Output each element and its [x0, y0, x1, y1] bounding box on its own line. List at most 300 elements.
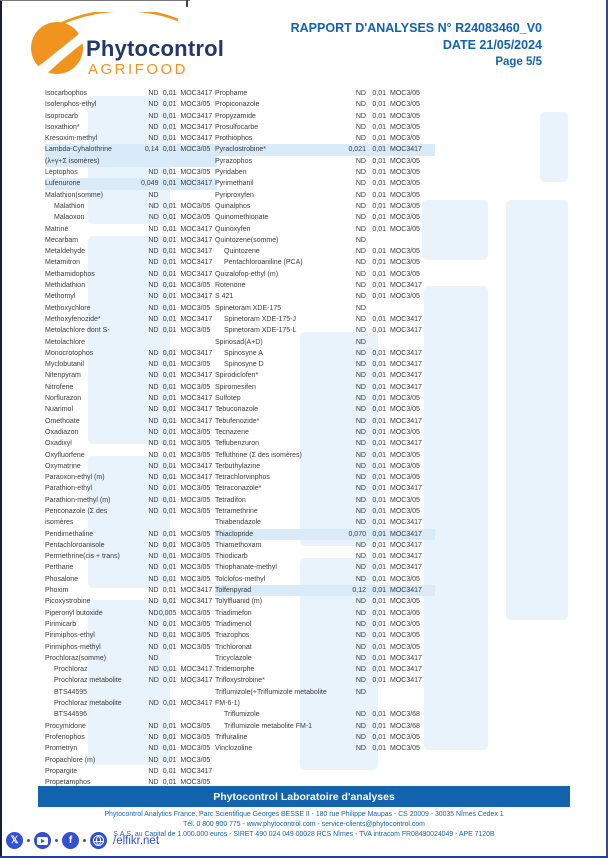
- result-value: ND: [355, 395, 366, 403]
- result-value: ND: [355, 202, 366, 210]
- method-code: MOC3417: [180, 259, 213, 267]
- lq-value: 0,01: [372, 270, 386, 278]
- result-value: ND: [355, 361, 366, 369]
- substance-name: Spirodiclofen*: [215, 372, 259, 380]
- substance-name: Methoxyfenozide*: [45, 315, 101, 323]
- method-code: MOC3417: [390, 417, 422, 425]
- table-row: [45, 133, 217, 144]
- lq-value: 0,01: [372, 745, 386, 753]
- substance-name: Prochloraz metabolite BTS44596: [54, 700, 122, 719]
- table-row: [215, 212, 435, 223]
- result-value: ND: [355, 541, 366, 549]
- lq-value: 0,01: [162, 372, 177, 380]
- watermark-shape: [540, 112, 568, 182]
- table-row: [215, 427, 435, 438]
- method-code: MOC3/05: [390, 248, 420, 256]
- table-row: [45, 370, 217, 381]
- lq-value: 0,01: [162, 620, 177, 628]
- method-code: MOC3417: [180, 293, 213, 301]
- method-code: MOC3/05: [390, 507, 420, 515]
- facebook-icon[interactable]: f: [62, 832, 79, 849]
- lq-value: 0,01: [162, 304, 177, 312]
- result-value: ND: [148, 315, 159, 323]
- lq-value: 0,01: [372, 293, 386, 301]
- table-row: [45, 664, 217, 675]
- table-row: [45, 450, 217, 461]
- result-value: ND: [148, 112, 159, 120]
- table-row: [215, 574, 435, 585]
- lq-value: 0,01: [372, 123, 386, 131]
- lq-value: 0,01: [372, 180, 386, 188]
- table-row: [215, 653, 435, 664]
- table-row: [45, 483, 217, 494]
- result-value: ND: [355, 722, 366, 730]
- table-row: [45, 382, 217, 393]
- result-value: ND: [148, 417, 159, 425]
- result-value: ND: [355, 123, 366, 131]
- method-code: MOC3/05: [390, 745, 420, 753]
- result-value: ND: [148, 700, 159, 708]
- substance-name: Isofenphos-ethyl: [45, 101, 97, 109]
- youtube-icon[interactable]: [34, 832, 51, 849]
- table-row: [45, 427, 217, 438]
- table-row: [45, 472, 217, 483]
- substance-name: Isoxathion*: [45, 123, 80, 131]
- lq-value: 0,01: [372, 417, 386, 425]
- substance-name: Oxadixyl: [45, 440, 72, 448]
- result-value: ND: [148, 214, 159, 222]
- result-value: ND: [355, 496, 366, 504]
- substance-name: Spinosyne A: [224, 349, 263, 357]
- substance-name: Quintozene: [224, 248, 260, 256]
- substance-name: Malaoxon: [54, 214, 85, 222]
- substance-name: Vinclozoline: [215, 745, 253, 753]
- result-value: ND: [355, 112, 366, 120]
- result-value: ND: [148, 756, 159, 764]
- method-code: MOC3417: [180, 700, 213, 708]
- lq-value: 0,01: [162, 202, 177, 210]
- lq-value: 0,01: [372, 553, 386, 561]
- substance-name: Pirimiphos-methyl: [45, 643, 101, 651]
- watermark-shape: [506, 200, 568, 620]
- lq-value: 0,01: [162, 756, 177, 764]
- substance-name: S 421: [215, 293, 234, 301]
- table-row: [215, 721, 435, 732]
- lq-value: 0,01: [372, 428, 386, 436]
- method-code: MOC3417: [390, 519, 422, 527]
- result-value: ND: [148, 745, 159, 753]
- substance-name: Pirimicarb: [45, 620, 77, 628]
- table-row: [45, 201, 217, 212]
- substance-name: Trifloxystrobine*: [215, 677, 265, 685]
- method-code: MOC3/05: [390, 575, 420, 583]
- result-value: ND: [355, 507, 366, 515]
- results-column-left: [45, 88, 217, 788]
- substance-name: Quintozene(somme): [215, 236, 279, 244]
- table-row: [215, 709, 435, 720]
- result-value: ND: [355, 282, 366, 290]
- result-value: ND: [355, 620, 366, 628]
- table-row: [45, 438, 217, 449]
- lq-value: 0,01: [372, 157, 386, 165]
- lq-value: 0,01: [162, 270, 177, 278]
- result-value: ND: [148, 496, 159, 504]
- substance-name: Quinomethionate: [215, 214, 269, 222]
- result-value: ND: [148, 507, 159, 515]
- result-value: ND: [148, 643, 159, 651]
- result-value: ND: [355, 745, 366, 753]
- lq-value: 0,01: [162, 507, 177, 515]
- table-row: [45, 280, 217, 291]
- method-code: MOC3/05: [390, 293, 420, 301]
- table-row: [45, 190, 217, 201]
- method-code: MOC3/05: [180, 146, 211, 154]
- lq-value: 0,01: [372, 507, 386, 515]
- lq-value: 0,01: [162, 451, 177, 459]
- result-value: ND: [148, 553, 159, 561]
- lq-value: 0,01: [372, 372, 386, 380]
- lq-value: 0,01: [372, 598, 386, 606]
- table-row: [45, 144, 217, 167]
- method-code: MOC3/68: [390, 722, 420, 730]
- lq-value: 0,01: [162, 406, 177, 414]
- lq-value: 0,01: [372, 248, 386, 256]
- table-row: [215, 246, 435, 257]
- lq-value: 0,01: [162, 293, 177, 301]
- method-code: MOC3417: [180, 90, 213, 97]
- table-row: [215, 348, 435, 359]
- report-date: DATE 21/05/2024: [442, 38, 542, 52]
- substance-name: Spinosyne D: [224, 361, 264, 369]
- result-value: ND: [355, 666, 366, 674]
- substance-name: Isoprocarb: [45, 112, 79, 120]
- result-value: ND: [148, 135, 159, 143]
- result-value: ND: [355, 688, 366, 696]
- result-value: ND: [355, 304, 366, 312]
- substance-name: Quinalphos: [215, 202, 251, 210]
- substance-name: Pirimiphos-ethyl: [45, 632, 95, 640]
- result-value: 0,14: [144, 146, 159, 154]
- substance-name: Tetradifon: [215, 496, 246, 504]
- footer-contact-line: Tél. 0 800 900 775 - www.phytocontrol.com - service-clients@phytocontrol.com: [183, 820, 425, 828]
- lq-value: 0,01: [162, 779, 177, 787]
- result-value: ND: [355, 462, 366, 470]
- substance-name: Triazophos: [215, 632, 250, 640]
- substance-name: Monocrotophos: [45, 349, 94, 357]
- substance-name: Triadimefon: [215, 609, 252, 617]
- substance-name: Prophame: [215, 90, 248, 97]
- lq-value: 0,01: [162, 733, 177, 741]
- method-code: MOC3/05: [180, 101, 211, 109]
- x-icon[interactable]: 𝕏: [6, 832, 23, 849]
- substance-name: Leptophos: [45, 169, 78, 177]
- substance-name: Methamidophos: [45, 270, 95, 278]
- report-title: RAPPORT D'ANALYSES N° R24083460_V0: [290, 21, 542, 35]
- substance-name: Methidathion: [45, 282, 86, 290]
- substance-name: Thiabendazole: [215, 519, 261, 527]
- result-value: ND: [355, 643, 366, 651]
- footer-legal-line: S.A.S. au Capital de 1.000.000 euros - SIRET 490 024 049 00028 RCS Nîmes - TVA intracom FR08490024049 - APE 7120B: [113, 830, 495, 838]
- table-row: [215, 675, 435, 686]
- table-row: [45, 585, 217, 596]
- method-code: MOC3/05: [390, 214, 420, 222]
- result-value: ND: [148, 609, 159, 617]
- social-handle[interactable]: /elfikr.net: [113, 834, 160, 847]
- substance-name: Pentachloroaniline (PCA): [224, 259, 303, 267]
- lq-value: 0,01: [162, 474, 177, 482]
- result-value: ND: [355, 406, 366, 414]
- table-row: [45, 235, 217, 246]
- substance-name: Pyriproxyfen: [215, 191, 254, 199]
- substance-name: Propargite: [45, 767, 78, 775]
- table-row: [215, 370, 435, 381]
- table-row: [215, 382, 435, 393]
- result-value: ND: [148, 236, 159, 244]
- table-row: [215, 495, 435, 506]
- table-row: [215, 630, 435, 641]
- lq-value: 0,01: [372, 711, 386, 719]
- table-row: [215, 642, 435, 653]
- method-code: MOC3417: [180, 270, 213, 278]
- result-value: ND: [355, 180, 366, 188]
- table-row: [45, 675, 217, 698]
- table-row: [215, 619, 435, 630]
- table-row: [215, 450, 435, 461]
- substance-name: Teflubenzuron: [215, 440, 259, 448]
- lq-value: 0,01: [162, 700, 177, 708]
- table-row: [45, 303, 217, 314]
- lq-value: 0,01: [162, 180, 177, 188]
- table-row: [45, 698, 217, 721]
- method-code: MOC3417: [180, 587, 213, 595]
- lq-value: 0,01: [162, 564, 177, 572]
- result-value: ND: [355, 733, 366, 741]
- result-value: ND: [148, 123, 159, 131]
- substance-name: Parathion-methyl (m): [45, 496, 111, 504]
- method-code: MOC3/05: [180, 643, 211, 651]
- substance-name: Parathion-ethyl: [45, 485, 93, 493]
- substance-name: Tefluthrine (Σ des isomères): [215, 451, 302, 459]
- table-row: [45, 608, 217, 619]
- lq-value: 0,01: [162, 677, 177, 685]
- lq-value: 0,01: [162, 112, 177, 120]
- method-code: MOC3417: [390, 383, 422, 391]
- substance-name: Phosalone: [45, 575, 79, 583]
- lq-value: 0,01: [162, 587, 177, 595]
- result-value: ND: [355, 654, 366, 662]
- results-column-right: [215, 88, 435, 755]
- substance-name: Isocarbophos: [45, 90, 88, 97]
- substance-name: Profenophos: [45, 733, 85, 741]
- result-value: ND: [148, 440, 159, 448]
- method-code: MOC3/05: [180, 609, 211, 617]
- table-row: [215, 269, 435, 280]
- substance-name: Tetrachlorvinphos: [215, 474, 270, 482]
- result-value: ND: [148, 485, 159, 493]
- substance-name: Prothiophos: [215, 135, 253, 143]
- lq-value: 0,01: [372, 282, 386, 290]
- result-value: ND: [148, 406, 159, 414]
- substance-name: Phoxim: [45, 587, 69, 595]
- method-code: MOC3/05: [390, 406, 420, 414]
- substance-name: Spiromesifen: [215, 383, 256, 391]
- result-value: ND: [355, 575, 366, 583]
- lq-value: 0,01: [372, 395, 386, 403]
- substance-name: Metolachlore dont S-Metolachlore: [45, 327, 110, 346]
- brand-name: Phytocontrol: [86, 36, 225, 61]
- lq-value: 0,01: [372, 722, 386, 730]
- result-value: ND: [355, 485, 366, 493]
- lq-value: 0,01: [372, 90, 386, 97]
- method-code: MOC3/05: [390, 643, 420, 651]
- lq-value: 0,01: [372, 169, 386, 177]
- lq-value: 0,01: [372, 519, 386, 527]
- result-value: 0,021: [348, 146, 366, 154]
- method-code: MOC3417: [390, 315, 422, 323]
- social-bar: [6, 832, 159, 849]
- result-value: ND: [355, 440, 366, 448]
- method-code: MOC3/05: [180, 564, 211, 572]
- footer-address-line: Phytocontrol Analytics France, Parc Scientifique Georges BESSE II - 180 rue Philippe Maupas - CS 20009 - 30035 Nîmes Cedex 1: [104, 811, 504, 818]
- result-value: ND: [148, 282, 159, 290]
- lq-value: 0,01: [372, 259, 386, 267]
- lq-value: 0,01: [162, 530, 177, 538]
- result-value: ND: [148, 225, 159, 233]
- table-row: [215, 540, 435, 551]
- result-value: ND: [148, 779, 159, 787]
- substance-name: Thiaclopride: [215, 530, 254, 538]
- result-value: ND: [148, 259, 159, 267]
- substance-name: Trichloronat: [215, 643, 252, 651]
- substance-name: Terbuthylazine: [215, 462, 261, 470]
- method-code: MOC3/05: [180, 202, 211, 210]
- globe-icon[interactable]: [90, 832, 107, 849]
- table-row: [215, 506, 435, 517]
- substance-name: Lambda-Cyhalothrine (λ+γ+Σ isomères): [45, 146, 112, 165]
- lq-value: 0,01: [372, 406, 386, 414]
- method-code: MOC3417: [180, 180, 213, 188]
- result-value: ND: [148, 101, 159, 109]
- substance-name: Sulfotep: [215, 395, 241, 403]
- result-value: ND: [355, 372, 366, 380]
- result-value: ND: [355, 677, 366, 685]
- lq-value: 0,01: [162, 485, 177, 493]
- result-value: ND: [355, 90, 366, 97]
- dot-separator: [27, 839, 30, 842]
- table-row: [45, 88, 217, 99]
- method-code: MOC3417: [180, 474, 213, 482]
- table-row: [45, 416, 217, 427]
- result-value: 0,12: [352, 587, 366, 595]
- method-code: MOC3/05: [390, 135, 420, 143]
- table-row: [45, 224, 217, 235]
- lq-value: 0,01: [162, 327, 177, 335]
- substance-name: Nitenpyram: [45, 372, 81, 380]
- lq-value: 0,01: [372, 225, 386, 233]
- substance-name: Quizalofop-ethyl (m): [215, 270, 279, 278]
- table-row: [215, 99, 435, 110]
- result-value: ND: [148, 575, 159, 583]
- table-row: [215, 337, 435, 348]
- result-value: ND: [148, 451, 159, 459]
- result-value: ND: [148, 349, 159, 357]
- method-code: MOC3417: [390, 361, 422, 369]
- substance-name: Prometryn: [45, 745, 78, 753]
- substance-name: Kresoxim-methyl: [45, 135, 98, 143]
- result-value: ND: [355, 598, 366, 606]
- method-code: MOC3/05: [390, 270, 420, 278]
- method-code: MOC3/05: [180, 745, 211, 753]
- substance-name: Quinoxyfen: [215, 225, 251, 233]
- table-row: [215, 743, 435, 754]
- method-code: MOC3417: [390, 282, 422, 290]
- lq-value: 0,01: [162, 361, 177, 369]
- method-code: MOC3417: [390, 349, 422, 357]
- table-row: [45, 642, 217, 653]
- table-row: [45, 529, 217, 540]
- table-row: [215, 732, 435, 743]
- method-code: MOC3417: [390, 440, 422, 448]
- lq-value: 0,01: [162, 767, 177, 775]
- result-value: ND: [355, 135, 366, 143]
- table-row: [45, 314, 217, 325]
- page-edge: [0, 0, 2, 858]
- result-value: ND: [148, 654, 159, 662]
- table-row: [45, 743, 217, 754]
- substance-name: Pendimethaline: [45, 530, 94, 538]
- method-code: MOC3/05: [390, 620, 420, 628]
- method-code: MOC3/05: [180, 327, 211, 335]
- result-value: ND: [355, 169, 366, 177]
- result-value: ND: [355, 383, 366, 391]
- table-row: [215, 585, 435, 596]
- method-code: MOC3/05: [180, 575, 211, 583]
- table-row: [215, 178, 435, 189]
- method-code: MOC3/05: [180, 214, 211, 222]
- result-value: ND: [148, 383, 159, 391]
- table-row: [215, 156, 435, 167]
- substance-name: Thiophanate-methyl: [215, 564, 277, 572]
- method-code: MOC3417: [180, 417, 213, 425]
- result-value: ND: [355, 191, 366, 199]
- substance-name: Metamitron: [45, 259, 81, 267]
- table-row: [45, 348, 217, 359]
- table-row: [215, 257, 435, 268]
- lq-value: 0,01: [162, 259, 177, 267]
- method-code: MOC3/05: [390, 180, 420, 188]
- substance-name: Pyrazophos: [215, 157, 252, 165]
- substance-name: Pyridaben: [215, 169, 247, 177]
- lq-value: 0,01: [372, 564, 386, 572]
- table-row: [45, 619, 217, 630]
- result-value: ND: [148, 304, 159, 312]
- table-row: [45, 269, 217, 280]
- table-row: [45, 167, 217, 178]
- table-row: [215, 201, 435, 212]
- table-row: [45, 111, 217, 122]
- substance-name: Penconazole (Σ des isomères: [45, 507, 108, 527]
- lq-value: 0,01: [162, 440, 177, 448]
- page-number: Page 5/5: [495, 56, 542, 68]
- method-code: MOC3/05: [180, 496, 211, 504]
- substance-name: Triflumizole metabolite FM-1: [224, 722, 313, 730]
- result-value: ND: [148, 767, 159, 775]
- method-code: MOC3/05: [180, 507, 211, 515]
- method-code: MOC3417: [390, 654, 422, 662]
- result-value: ND: [355, 248, 366, 256]
- substance-name: Spinetoram XDE-175-J: [224, 315, 296, 323]
- method-code: MOC3417: [390, 530, 422, 538]
